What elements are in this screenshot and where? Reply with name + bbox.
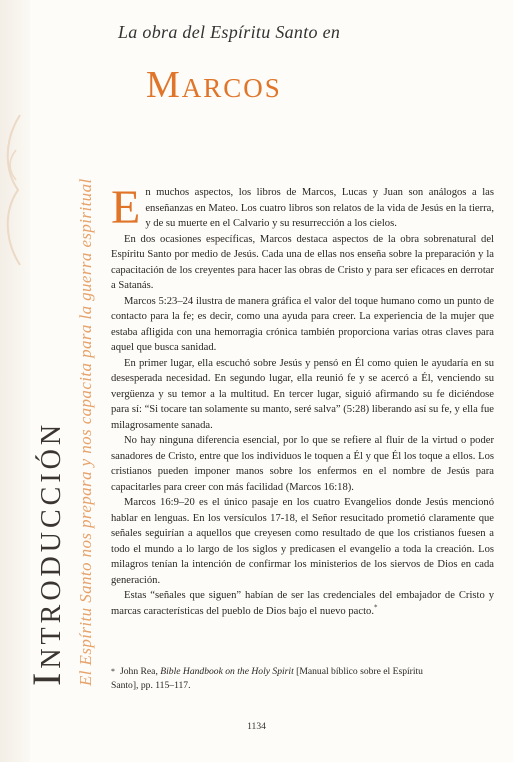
paragraph-4: En primer lugar, ella escuchó sobre Jesús y pensó en Él como quien le ayudaría en su desesperada necesidad. En segundo lugar, ella reunió fe y se acercó a Él, venciendo su vergüenza y su temor a la multitud. En tercer lugar, siguió afirmando su fe diciéndose para sí: “Si tocare tan solamente su manto, seré salva” (5:28) liberando así su fe, y ella fue milagrosamente sanada. bbox=[111, 357, 494, 431]
paragraph-2: En dos ocasiones específicas, Marcos destaca aspectos de la obra sobrenatural del Espíritu Santo por medio de Jesús. Cada una de ellas nos enseña sobre la preparación y la capacitación de los creyentes para hacer las obras de Cristo y para ser eficaces en derrotar a Satanás. bbox=[111, 233, 494, 291]
footnote-book-title: Bible Handbook on the Holy Spirit bbox=[160, 666, 294, 677]
header-subtitle: La obra del Espíritu Santo en bbox=[118, 22, 341, 42]
drop-cap: E bbox=[111, 181, 141, 234]
footnote bbox=[111, 665, 441, 693]
footnote-author: John Rea, bbox=[120, 666, 158, 677]
paragraph-6: Marcos 16:9–20 es el único pasaje en los cuatro Evangelios donde Jesús mencionó hablar en lenguas. En los versículos 17-18, el Señor resucitado prometió claramente que señales seguirían a aquellos que creyesen como resultado de que los cristianos fuesen a todo el mundo a lo largo de los siglos y predicasen el evangelio a toda la creación. Los milagros tenían la intención de confirmar los ministerios de los siervos de Dios en cada generación. bbox=[111, 497, 494, 586]
footnote-rest: [Manual bíblico sobre el Espíritu Santo], pp. 115–117. bbox=[111, 666, 423, 691]
paragraph-7 bbox=[111, 588, 494, 619]
paragraph-5: No hay ninguna diferencia esencial, por lo que se refiere al fluir de la virtud o poder sanadores de Cristo, entre que los individuos le toquen a Él y que Él los toque a ellos. Los cristianos pueden imponer manos sobre los enfermos en el nombre de Jesús para capacitarles para creer con más facilidad (Marcos 16:18). bbox=[111, 435, 494, 493]
footnote-marker: * bbox=[111, 667, 115, 676]
footnote-reference[interactable]: * bbox=[373, 602, 378, 611]
paragraph-1 bbox=[111, 181, 494, 234]
sidebar-tagline: El Espíritu Santo nos prepara y nos capacita para la guerra espiritual bbox=[76, 178, 95, 686]
page-title: Marcos bbox=[146, 64, 282, 106]
body-text bbox=[111, 181, 494, 619]
sidebar bbox=[10, 96, 120, 686]
paragraph-1-text: n muchos aspectos, los libros de Marcos, Lucas y Juan son análogos a las enseñanzas en Mateo. Los cuatro libros son relatos de la vida de Jesús en la tierra, y de su muerte en el Calvario y su resurrección a los cielos. bbox=[145, 187, 494, 229]
sidebar-section-title: Introducción bbox=[24, 420, 69, 686]
page-number: 1134 bbox=[247, 721, 266, 732]
paragraph-7-text: Estas “señales que siguen” habían de ser las credenciales del embajador de Cristo y marcas características del pueblo de Dios bajo el nuevo pacto. bbox=[111, 590, 494, 617]
paragraph-3: Marcos 5:23–24 ilustra de manera gráfica el valor del toque humano como un punto de contacto para la fe; es decir, como una ayuda para creer. La experiencia de la mujer que estaba afligida con una hemorragia crónica también proporciona varias otras claves para aquel que busca sanidad. bbox=[111, 295, 494, 353]
